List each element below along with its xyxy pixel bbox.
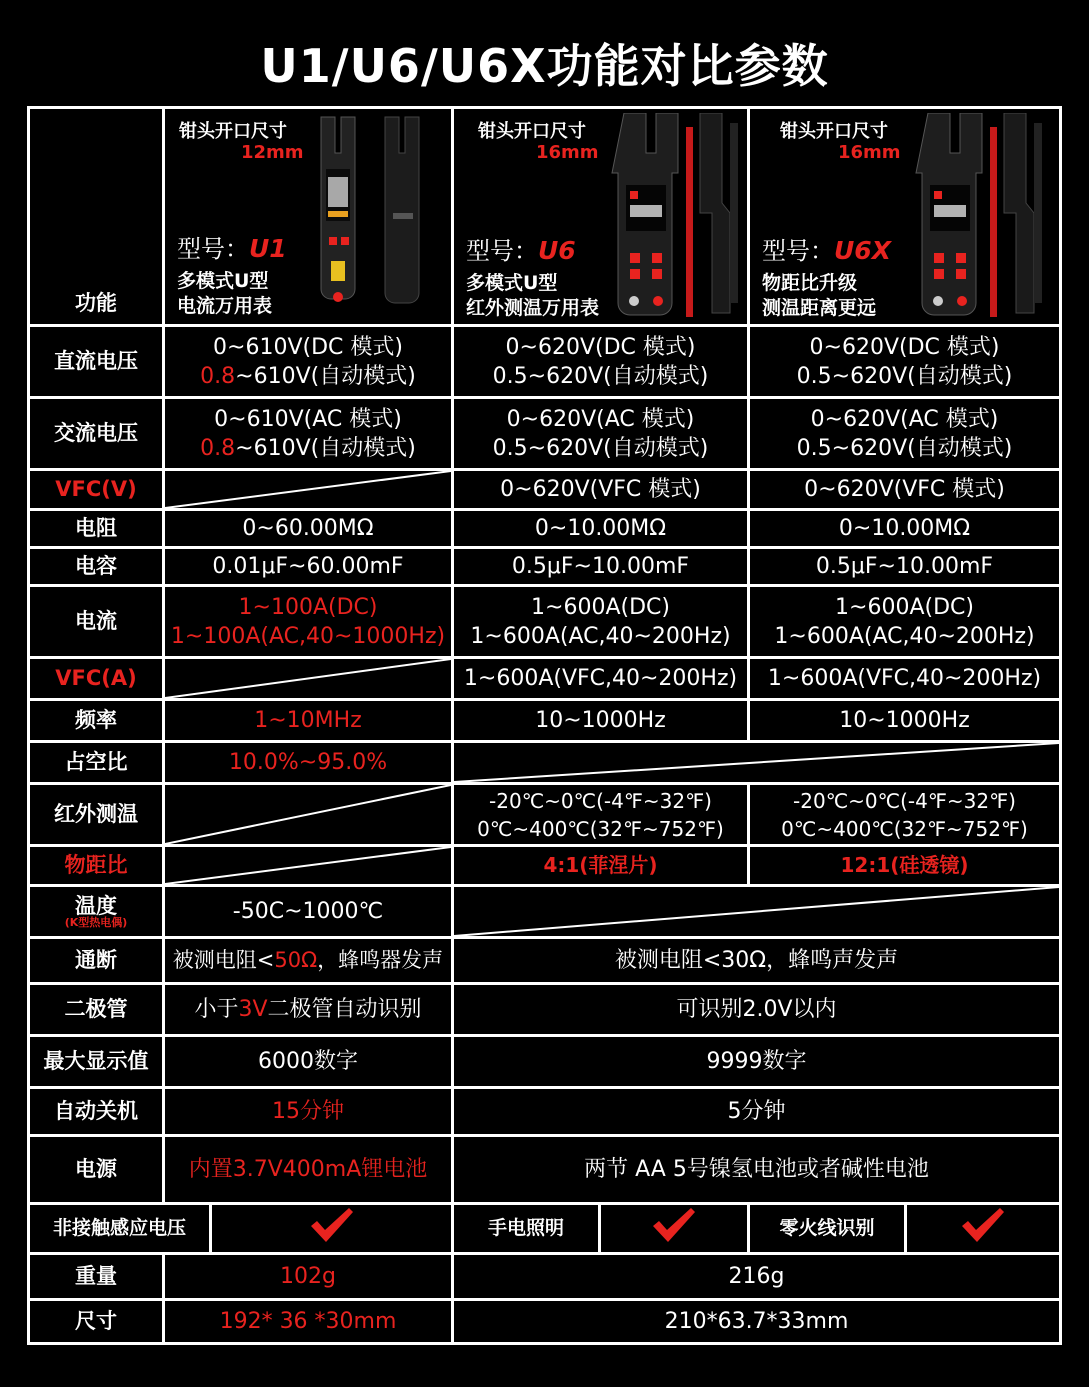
cell-u1: 0~610V(AC 模式) 0.8~610V(自动模式)	[164, 398, 453, 470]
cell-u1-empty	[164, 846, 453, 886]
cell-u6x: 10~1000Hz	[749, 700, 1061, 742]
empty-slash	[454, 743, 1059, 782]
row-features	[29, 1204, 1061, 1254]
row-label: 频率	[29, 700, 164, 742]
cell-u6x: 1~600A(DC) 1~600A(AC,40~200Hz)	[749, 586, 1061, 658]
cell-u6x: 1~600A(VFC,40~200Hz)	[749, 658, 1061, 700]
u6x-product-image	[908, 113, 1048, 323]
row-duty-cycle	[29, 742, 1061, 784]
model-u1: 型号：U1	[177, 234, 287, 263]
check-mark-icon	[309, 1206, 355, 1244]
cell-u6x: 0~620V(AC 模式) 0.5~620V(自动模式)	[749, 398, 1061, 470]
desc-u6: 多模式U型 红外测温万用表	[466, 272, 600, 319]
cell-u6-u6x: 210*63.7*33mm	[453, 1300, 1061, 1344]
cell-u1: 被测电阻<50Ω，蜂鸣器发声	[164, 938, 453, 984]
model-u6: 型号：U6	[466, 236, 576, 265]
row-label: 最大显示值	[29, 1036, 164, 1088]
cell-u6: -20℃~0℃(-4℉~32℉) 0℃~400℃(32℉~752℉)	[453, 784, 749, 846]
row-label: 直流电压	[29, 326, 164, 398]
ncv-check-cell	[211, 1204, 453, 1254]
cell-u1: 10.0%~95.0%	[164, 742, 453, 784]
jaw-size-u6: 钳头开口尺寸 16mm	[478, 121, 599, 163]
cell-u6: 10~1000Hz	[453, 700, 749, 742]
check-mark-icon	[651, 1206, 697, 1244]
cell-u1-empty	[164, 470, 453, 510]
cell-u6: 0~620V(VFC 模式)	[453, 470, 749, 510]
cell-u6-u6x-empty	[453, 886, 1061, 938]
cell-u6-u6x-empty	[453, 742, 1061, 784]
row-label: 重量	[29, 1254, 164, 1300]
cell-u1: 102g	[164, 1254, 453, 1300]
cell-u6-u6x: 9999数字	[453, 1036, 1061, 1088]
cell-u1: 1~100A(DC) 1~100A(AC,40~1000Hz)	[164, 586, 453, 658]
cell-u6: 0~10.00MΩ	[453, 510, 749, 548]
row-size	[29, 1300, 1061, 1344]
row-label: 尺寸	[29, 1300, 164, 1344]
cell-u6x: 0~620V(DC 模式) 0.5~620V(自动模式)	[749, 326, 1061, 398]
empty-slash	[165, 471, 451, 508]
torch-label: 手电照明	[453, 1204, 600, 1254]
cell-u1: 0~610V(DC 模式) 0.8~610V(自动模式)	[164, 326, 453, 398]
cell-u6-u6x: 216g	[453, 1254, 1061, 1300]
cell-u6-u6x: 5分钟	[453, 1088, 1061, 1136]
row-vfc-a	[29, 658, 1061, 700]
row-label: 物距比	[29, 846, 164, 886]
row-label: 二极管	[29, 984, 164, 1036]
row-label: 电源	[29, 1136, 164, 1204]
cell-u6: 1~600A(DC) 1~600A(AC,40~200Hz)	[453, 586, 749, 658]
empty-slash	[165, 785, 451, 844]
cell-u1: 小于3V二极管自动识别	[164, 984, 453, 1036]
cell-u1: 0.01μF~60.00mF	[164, 548, 453, 586]
model-u6x: 型号：U6X	[762, 236, 891, 265]
row-weight	[29, 1254, 1061, 1300]
row-auto-power-off	[29, 1088, 1061, 1136]
row-label: 电容	[29, 548, 164, 586]
row-continuity	[29, 938, 1061, 984]
row-label: 电阻	[29, 510, 164, 548]
cell-u6: 0.5μF~10.00mF	[453, 548, 749, 586]
empty-slash	[165, 847, 451, 884]
row-capacitance	[29, 548, 1061, 586]
row-vfc-v	[29, 470, 1061, 510]
row-label: 交流电压	[29, 398, 164, 470]
row-power	[29, 1136, 1061, 1204]
row-max-display	[29, 1036, 1061, 1088]
row-label: 温度 (K型热电偶)	[29, 886, 164, 938]
page-title: U1/U6/U6X功能对比参数	[260, 39, 829, 93]
cell-u1-empty	[164, 658, 453, 700]
row-label: 自动关机	[29, 1088, 164, 1136]
cell-u6x: 0~620V(VFC 模式)	[749, 470, 1061, 510]
ncv-label: 非接触感应电压	[29, 1204, 211, 1254]
cell-u1: 15分钟	[164, 1088, 453, 1136]
header-row	[29, 108, 1061, 326]
cell-u1: 内置3.7V400mA锂电池	[164, 1136, 453, 1204]
check-mark-icon	[960, 1206, 1006, 1244]
jaw-size-u6x: 钳头开口尺寸 16mm	[780, 121, 901, 163]
row-dc-voltage	[29, 326, 1061, 398]
cell-u1: 1~10MHz	[164, 700, 453, 742]
row-label: 占空比	[29, 742, 164, 784]
cell-u6-u6x: 两节 AA 5号镍氢电池或者碱性电池	[453, 1136, 1061, 1204]
empty-slash	[454, 887, 1059, 936]
cell-u6x: 0.5μF~10.00mF	[749, 548, 1061, 586]
torch-check-cell	[600, 1204, 749, 1254]
comparison-table	[27, 106, 1062, 1345]
cell-u6: 0~620V(DC 模式) 0.5~620V(自动模式)	[453, 326, 749, 398]
cell-u6x: -20℃~0℃(-4℉~32℉) 0℃~400℃(32℉~752℉)	[749, 784, 1061, 846]
live-neutral-label: 零火线识别	[749, 1204, 906, 1254]
row-current	[29, 586, 1061, 658]
row-label: 红外测温	[29, 784, 164, 846]
u6-product-image	[604, 113, 744, 323]
cell-u1: 192* 36 *30mm	[164, 1300, 453, 1344]
row-temperature	[29, 886, 1061, 938]
product-u6-header	[453, 108, 749, 326]
cell-u6x: 0~10.00MΩ	[749, 510, 1061, 548]
live-neutral-check-cell	[906, 1204, 1061, 1254]
row-ac-voltage	[29, 398, 1061, 470]
cell-u1: -50C~1000℃	[164, 886, 453, 938]
cell-u6x: 12:1(硅透镜)	[749, 846, 1061, 886]
cell-u6-u6x: 可识别2.0V以内	[453, 984, 1061, 1036]
row-ir-temperature	[29, 784, 1061, 846]
row-label: 电流	[29, 586, 164, 658]
row-label: VFC(A)	[29, 658, 164, 700]
cell-u6: 1~600A(VFC,40~200Hz)	[453, 658, 749, 700]
product-u1-header	[164, 108, 453, 326]
desc-u6x: 物距比升级 测温距离更远	[762, 272, 877, 319]
row-label: 通断	[29, 938, 164, 984]
empty-slash	[165, 659, 451, 698]
cell-u6-u6x: 被测电阻<30Ω，蜂鸣声发声	[453, 938, 1061, 984]
function-header: 功能	[29, 108, 164, 326]
product-u6x-header	[749, 108, 1061, 326]
cell-u1: 6000数字	[164, 1036, 453, 1088]
row-label: VFC(V)	[29, 470, 164, 510]
u1-product-image	[313, 113, 443, 321]
cell-u6: 0~620V(AC 模式) 0.5~620V(自动模式)	[453, 398, 749, 470]
cell-u1-empty	[164, 784, 453, 846]
cell-u6: 4:1(菲涅片)	[453, 846, 749, 886]
jaw-size-u1: 钳头开口尺寸 12mm	[179, 121, 304, 163]
row-resistance	[29, 510, 1061, 548]
cell-u1: 0~60.00MΩ	[164, 510, 453, 548]
desc-u1: 多模式U型 电流万用表	[177, 270, 273, 317]
row-distance-ratio	[29, 846, 1061, 886]
row-diode	[29, 984, 1061, 1036]
row-frequency	[29, 700, 1061, 742]
